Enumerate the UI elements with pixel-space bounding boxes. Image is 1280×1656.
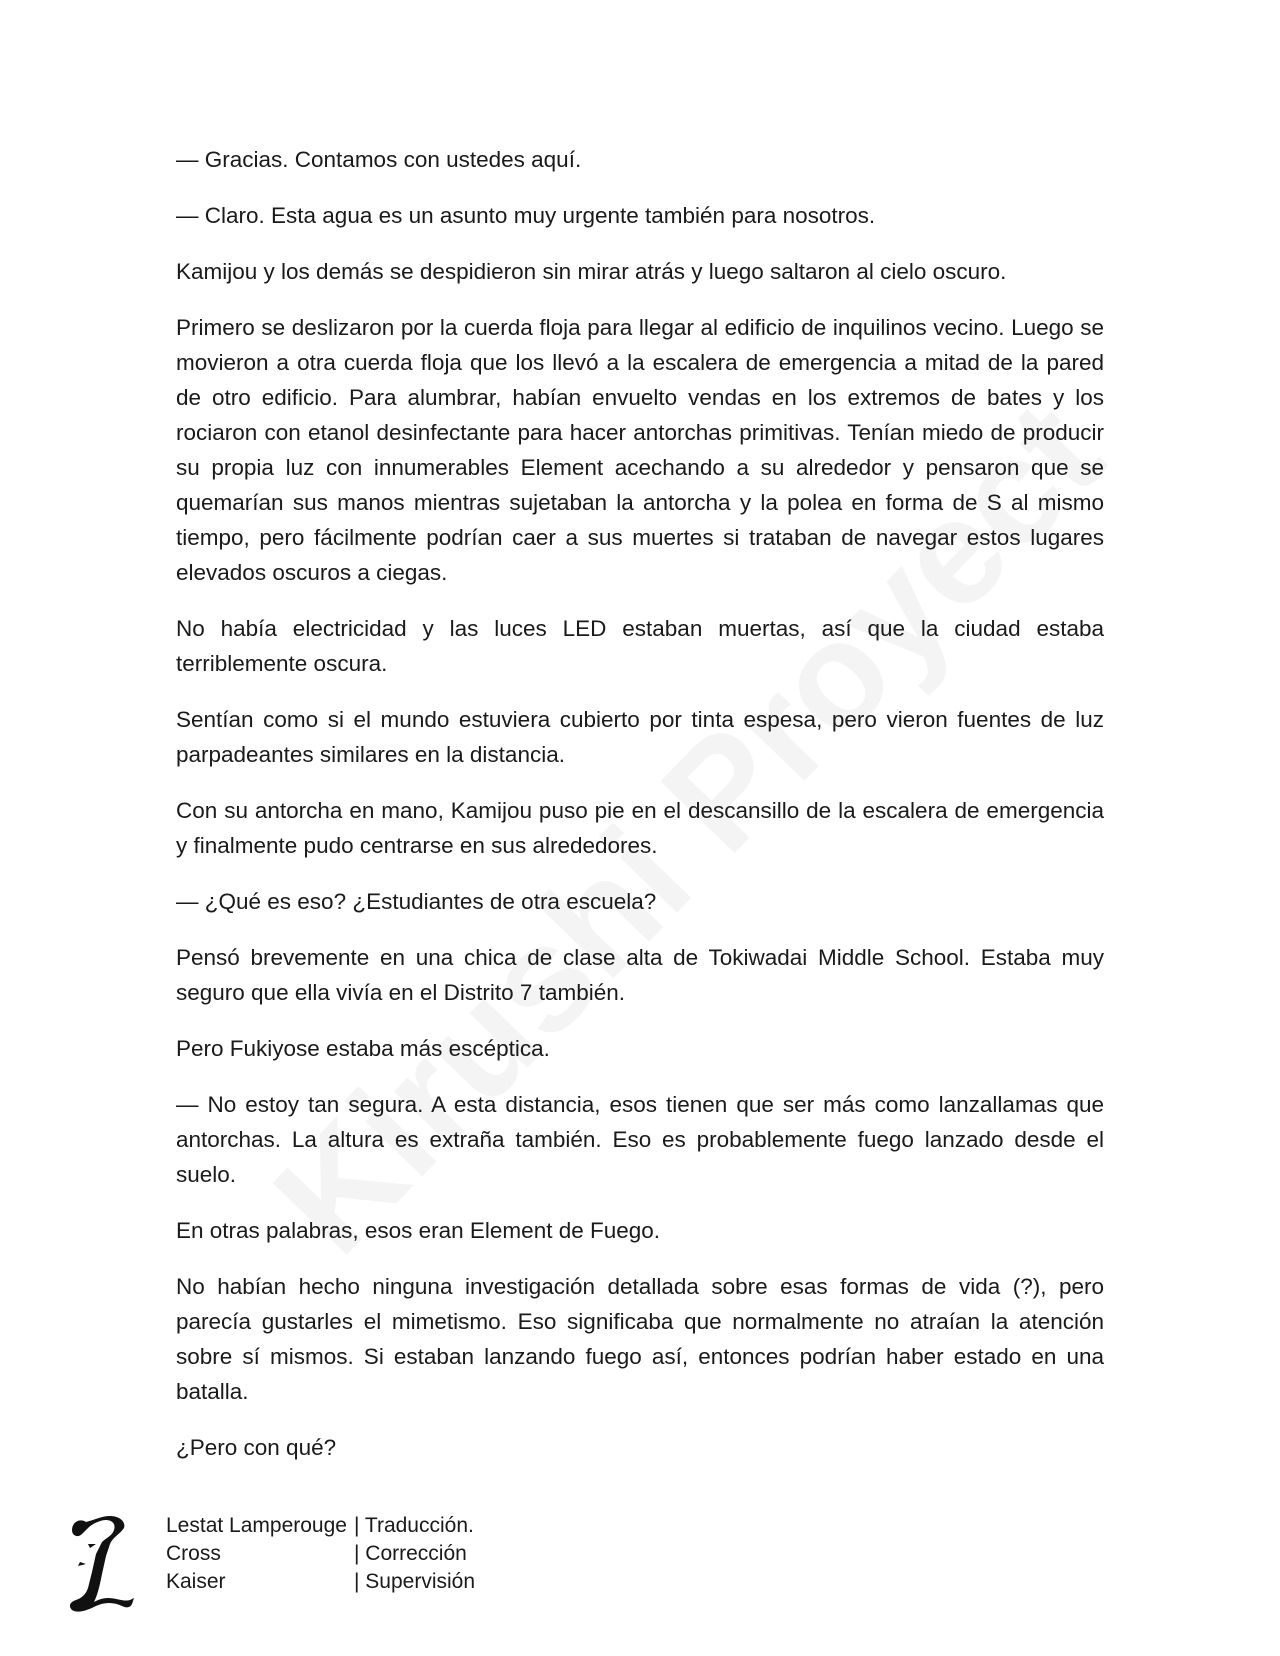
paragraph: — ¿Qué es eso? ¿Estudiantes de otra escuela?: [176, 889, 657, 914]
body-text: [176, 142, 1104, 1486]
gothic-l-logo-icon: [66, 1514, 136, 1614]
credits: [166, 1512, 475, 1596]
paragraph: ¿Pero con qué?: [176, 1435, 337, 1460]
paragraph: Con su antorcha en mano, Kamijou puso pie en el descansillo de la escalera de emergencia y finalmente pudo centrarse en sus alrededores.: [176, 798, 1104, 858]
credit-role: | Corrección: [354, 1542, 467, 1565]
credit-name: Cross: [166, 1542, 221, 1565]
paragraph: — No estoy tan segura. A esta distancia, esos tienen que ser más como lanzallamas que antorchas. La altura es extraña también. Eso es probablemente fuego lanzado desde el suelo.: [176, 1092, 1104, 1187]
paragraph: Pero Fukiyose estaba más escéptica.: [176, 1036, 550, 1061]
credit-name: Kaiser: [166, 1570, 226, 1593]
paragraph: — Claro. Esta agua es un asunto muy urgente también para nosotros.: [176, 203, 876, 228]
paragraph: No habían hecho ninguna investigación detallada sobre esas formas de vida (?), pero parecía gustarles el mimetismo. Eso significaba que normalmente no atraían la atención sobre sí mismos. Si estaban lanzando fuego así, entonces podrían haber estado en una batalla.: [176, 1274, 1104, 1404]
paragraph: Primero se deslizaron por la cuerda floja para llegar al edificio de inquilinos vecino. Luego se movieron a otra cuerda floja que los llevó a la escalera de emergencia a mitad de la pared de otro edificio. Para alumbrar, habían envuelto vendas en los extremos de bates y los rociaron con etanol desinfectante para hacer antorchas primitivas. Tenían miedo de producir su propia luz con innumerables Element acechando a su alrededor y pensaron que se quemarían sus manos mientras sujetaban la antorcha y la polea en forma de S al mismo tiempo, pero fácilmente podrían caer a sus muertes si trataban de navegar estos lugares elevados oscuros a ciegas.: [176, 315, 1104, 585]
credit-name: Lestat Lamperouge: [166, 1514, 347, 1537]
credit-row: [166, 1512, 475, 1540]
paragraph: En otras palabras, esos eran Element de Fuego.: [176, 1218, 661, 1243]
paragraph: No había electricidad y las luces LED estaban muertas, así que la ciudad estaba terriblemente oscura.: [176, 616, 1104, 676]
credit-row: [166, 1540, 475, 1568]
paragraph: — Gracias. Contamos con ustedes aquí.: [176, 147, 582, 172]
credit-role: | Traducción.: [354, 1514, 474, 1537]
footer: [60, 1512, 660, 1622]
paragraph: Sentían como si el mundo estuviera cubierto por tinta espesa, pero vieron fuentes de luz parpadeantes similares en la distancia.: [176, 707, 1104, 767]
paragraph: Pensó brevemente en una chica de clase alta de Tokiwadai Middle School. Estaba muy seguro que ella vivía en el Distrito 7 también.: [176, 945, 1104, 1005]
credit-role: | Supervisión: [354, 1570, 476, 1593]
paragraph: Kamijou y los demás se despidieron sin mirar atrás y luego saltaron al cielo oscuro.: [176, 259, 1007, 284]
credit-row: [166, 1568, 475, 1596]
